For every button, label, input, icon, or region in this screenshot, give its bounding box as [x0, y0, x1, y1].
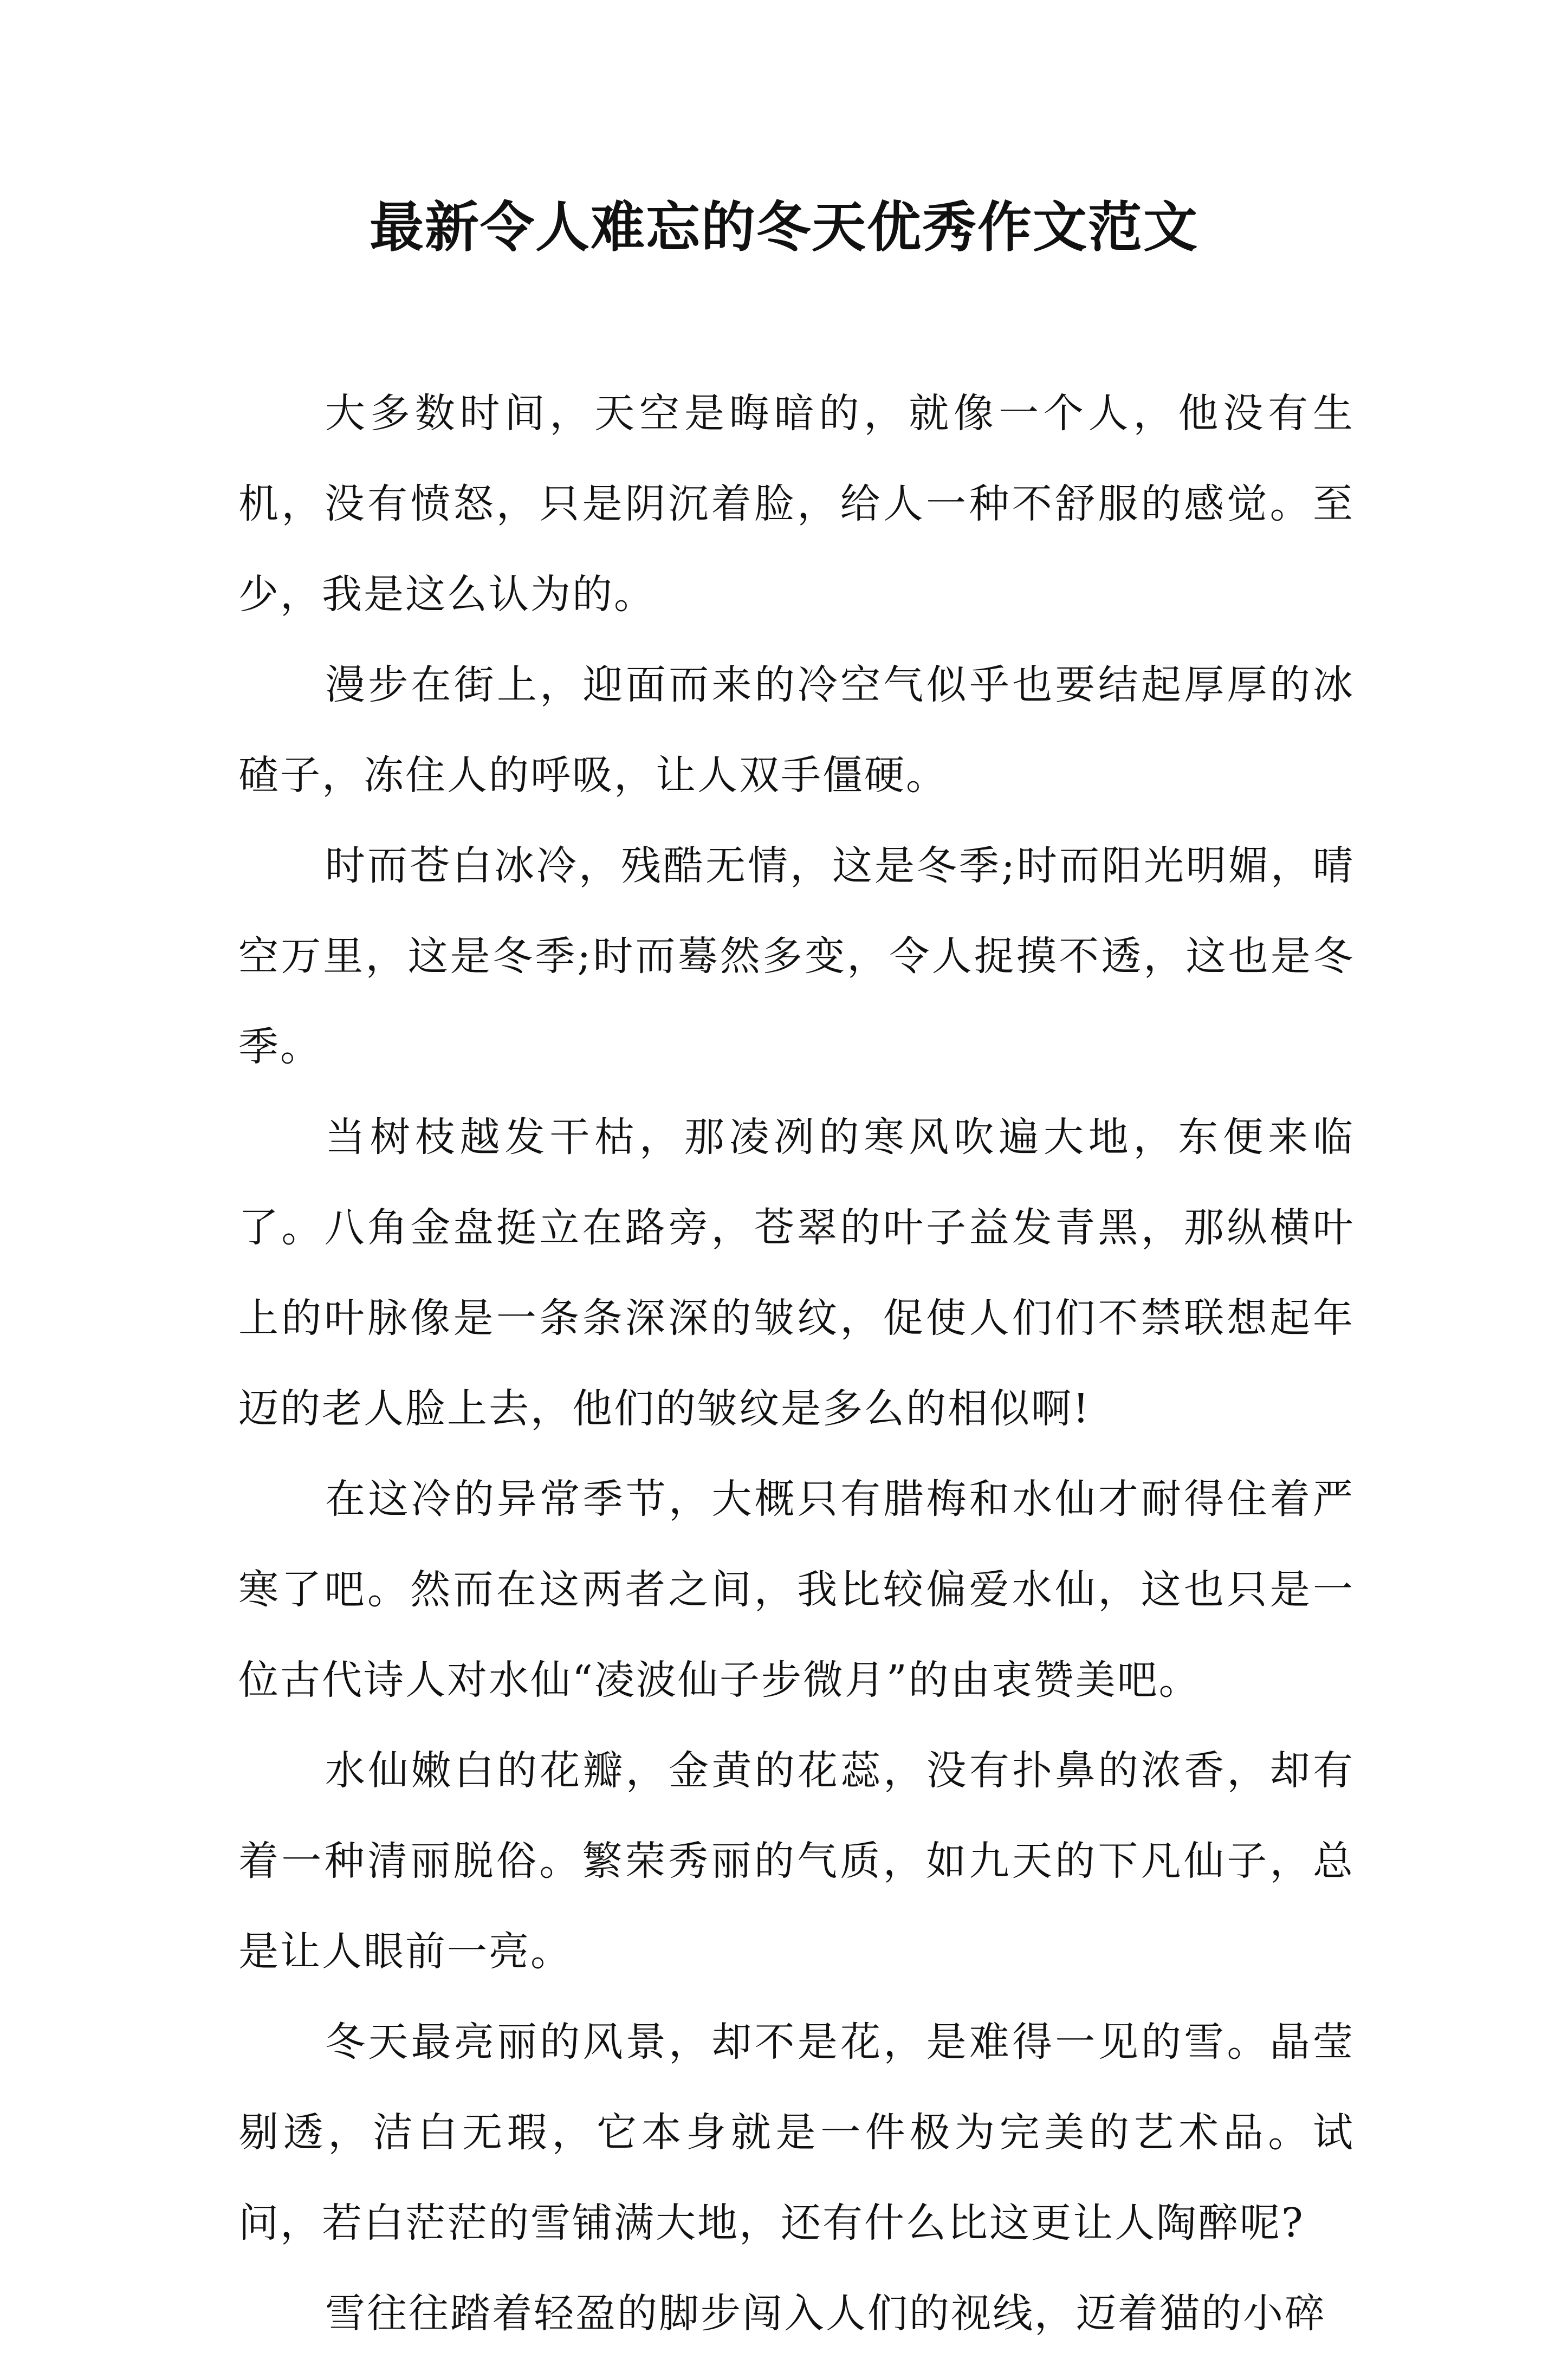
paragraph: 当树枝越发干枯，那凌冽的寒风吹遍大地，东便来临了。八角金盘挺立在路旁，苍翠的叶子益发青黑，那纵横叶上的叶脉像是一条条深深的皱纹，促使人们们不禁联想起年迈的老人脸上去，他们的皱纹是多么的相似啊! [238, 1114, 1355, 1432]
paragraph: 冬天最亮丽的风景，却不是花，是难得一见的雪。晶莹剔透，洁白无瑕，它本身就是一件极为完美的艺术品。试问，若白茫茫的雪铺满大地，还有什么比这更让人陶醉呢? [238, 2019, 1355, 2246]
paragraph: 雪往往踏着轻盈的脚步闯入人们的视线，迈着猫的小碎 [325, 2290, 1326, 2337]
paragraph: 大多数时间，天空是晦暗的，就像一个人，他没有生机，没有愤怒，只是阴沉着脸，给人一种不舒服的感觉。至少，我是这么认为的。 [238, 390, 1355, 618]
paragraph: 水仙嫩白的花瓣，金黄的花蕊，没有扑鼻的浓香，却有着一种清丽脱俗。繁荣秀丽的气质，如九天的下凡仙子，总是让人眼前一亮。 [238, 1747, 1355, 1975]
paragraph: 在这冷的异常季节，大概只有腊梅和水仙才耐得住着严寒了吧。然而在这两者之间，我比较偏爱水仙，这也只是一位古代诗人对水仙“凌波仙子步微月”的由衷赞美吧。 [238, 1476, 1355, 1703]
document-title: 最新令人难忘的冬天优秀作文范文 [370, 196, 1198, 259]
document-body [238, 368, 1355, 2359]
paragraph: 漫步在街上，迎面而来的冷空气似乎也要结起厚厚的冰碴子，冻住人的呼吸，让人双手僵硬。 [238, 662, 1355, 799]
paragraph: 时而苍白冰冷，残酷无情，这是冬季;时而阳光明媚，晴空万里，这是冬季;时而蓦然多变，令人捉摸不透，这也是冬季。 [238, 842, 1355, 1070]
